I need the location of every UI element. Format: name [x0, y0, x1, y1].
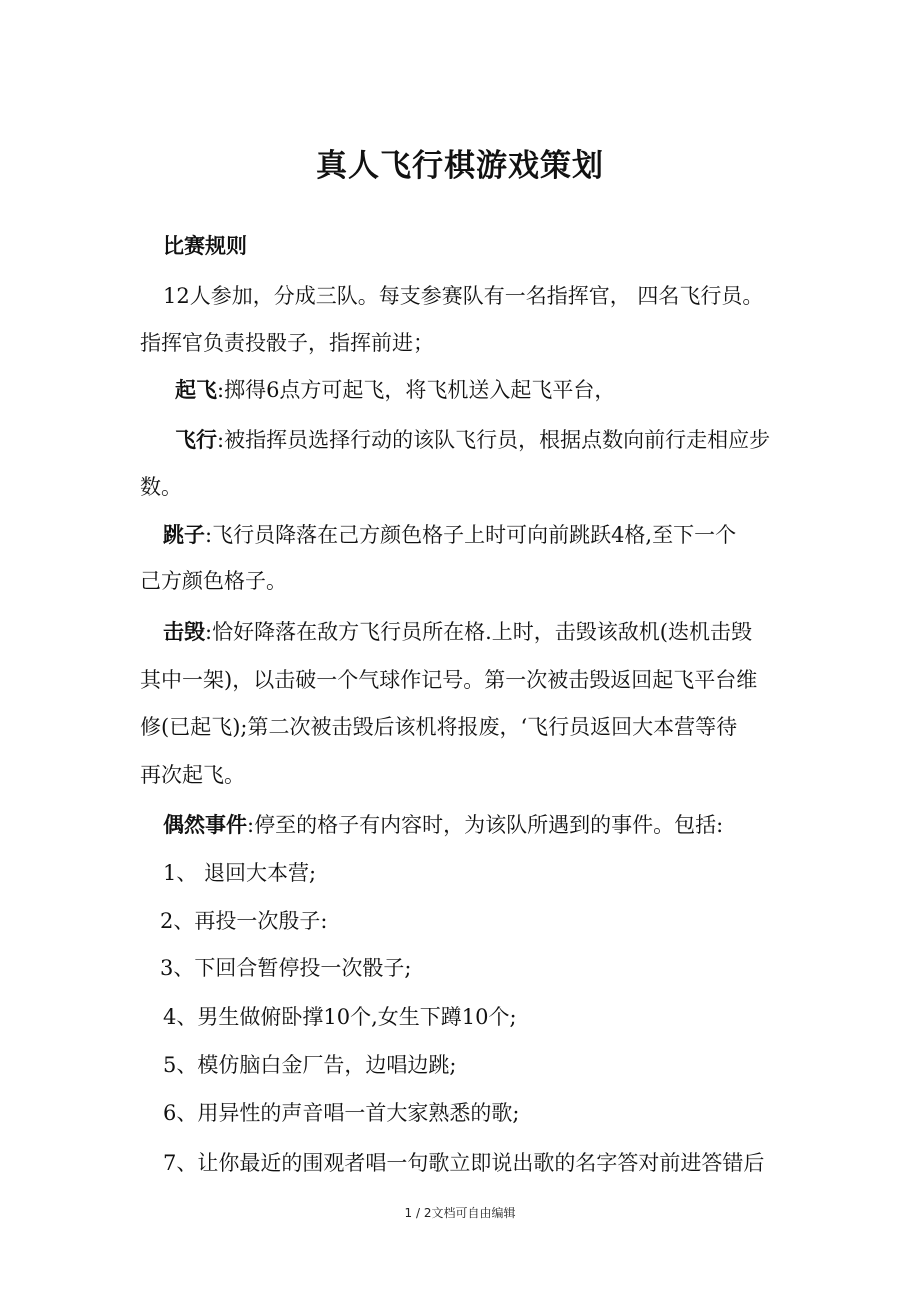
rule-takeoff [175, 375, 615, 405]
rule-takeoff-text: :掷得6点方可起飞，将飞机送入起飞平台， [217, 378, 616, 402]
event-item: 7、让你最近的围观者唱一句歌立即说出歌的名字答对前进答错后 [163, 1151, 765, 1175]
rule-destroy-text: :恰好降落在敌方飞行员所在格.上时，击毁该敌机(迭机击毁 [205, 620, 752, 644]
document-title: 真人飞行棋游戏策划 [316, 148, 604, 184]
rule-fly-text: :被指挥员选择行动的该队飞行员，根据点数向前行走相应步 [217, 428, 771, 452]
rule-events-text: :停至的格子有内容时，为该队所遇到的事件。包括: [247, 813, 724, 837]
rule-takeoff-label: 起飞 [175, 377, 217, 402]
page-footer: 1 / 2文档可自由编辑 [404, 1206, 516, 1220]
rule-events [163, 810, 723, 840]
rule-fly-label: 飞行 [175, 427, 217, 452]
event-item: 6、用异性的声音唱一首大家熟悉的歌; [163, 1101, 520, 1125]
section-heading: 比赛规则 [163, 233, 247, 258]
rule-destroy-cont-3: 再次起飞。 [140, 763, 245, 787]
event-item: 3、下回合暂停投一次骰子; [160, 956, 412, 980]
event-item: 5、模仿脑白金厂告，边唱边跳; [163, 1053, 457, 1077]
rule-jump-text: :飞行员降落在己方颜色格子上时可向前跳跃4格,至下一个 [205, 523, 737, 547]
event-item: 2、再投一次殷子: [160, 909, 328, 933]
rule-destroy [163, 617, 752, 647]
rule-fly-cont: 数。 [140, 475, 182, 499]
rule-destroy-label: 击毁 [163, 619, 205, 644]
rule-jump-cont: 己方颜色格子。 [140, 569, 287, 593]
rule-events-label: 偶然事件 [163, 812, 247, 837]
event-item: 4、男生做俯卧撑10个,女生下蹲10个; [163, 1005, 517, 1029]
intro-line-2: 指挥官负责投骰子，指挥前进； [140, 331, 434, 355]
rule-destroy-cont-1: 其中一架)，以击破一个气球作记号。第一次被击毁返回起飞平台维 [140, 668, 758, 692]
rule-destroy-cont-2: 修(已起飞);第二次被击毁后该机将报废，‘飞行员返回大本营等待 [140, 715, 738, 739]
rule-jump-label: 跳子 [163, 522, 205, 547]
rule-jump [163, 520, 736, 550]
intro-line-1: 12人参加，分成三队。每支参赛队有一名指挥官， 四名飞行员。 [163, 284, 764, 308]
rule-fly [175, 425, 770, 455]
event-item: 1、 退回大本营; [163, 861, 317, 885]
